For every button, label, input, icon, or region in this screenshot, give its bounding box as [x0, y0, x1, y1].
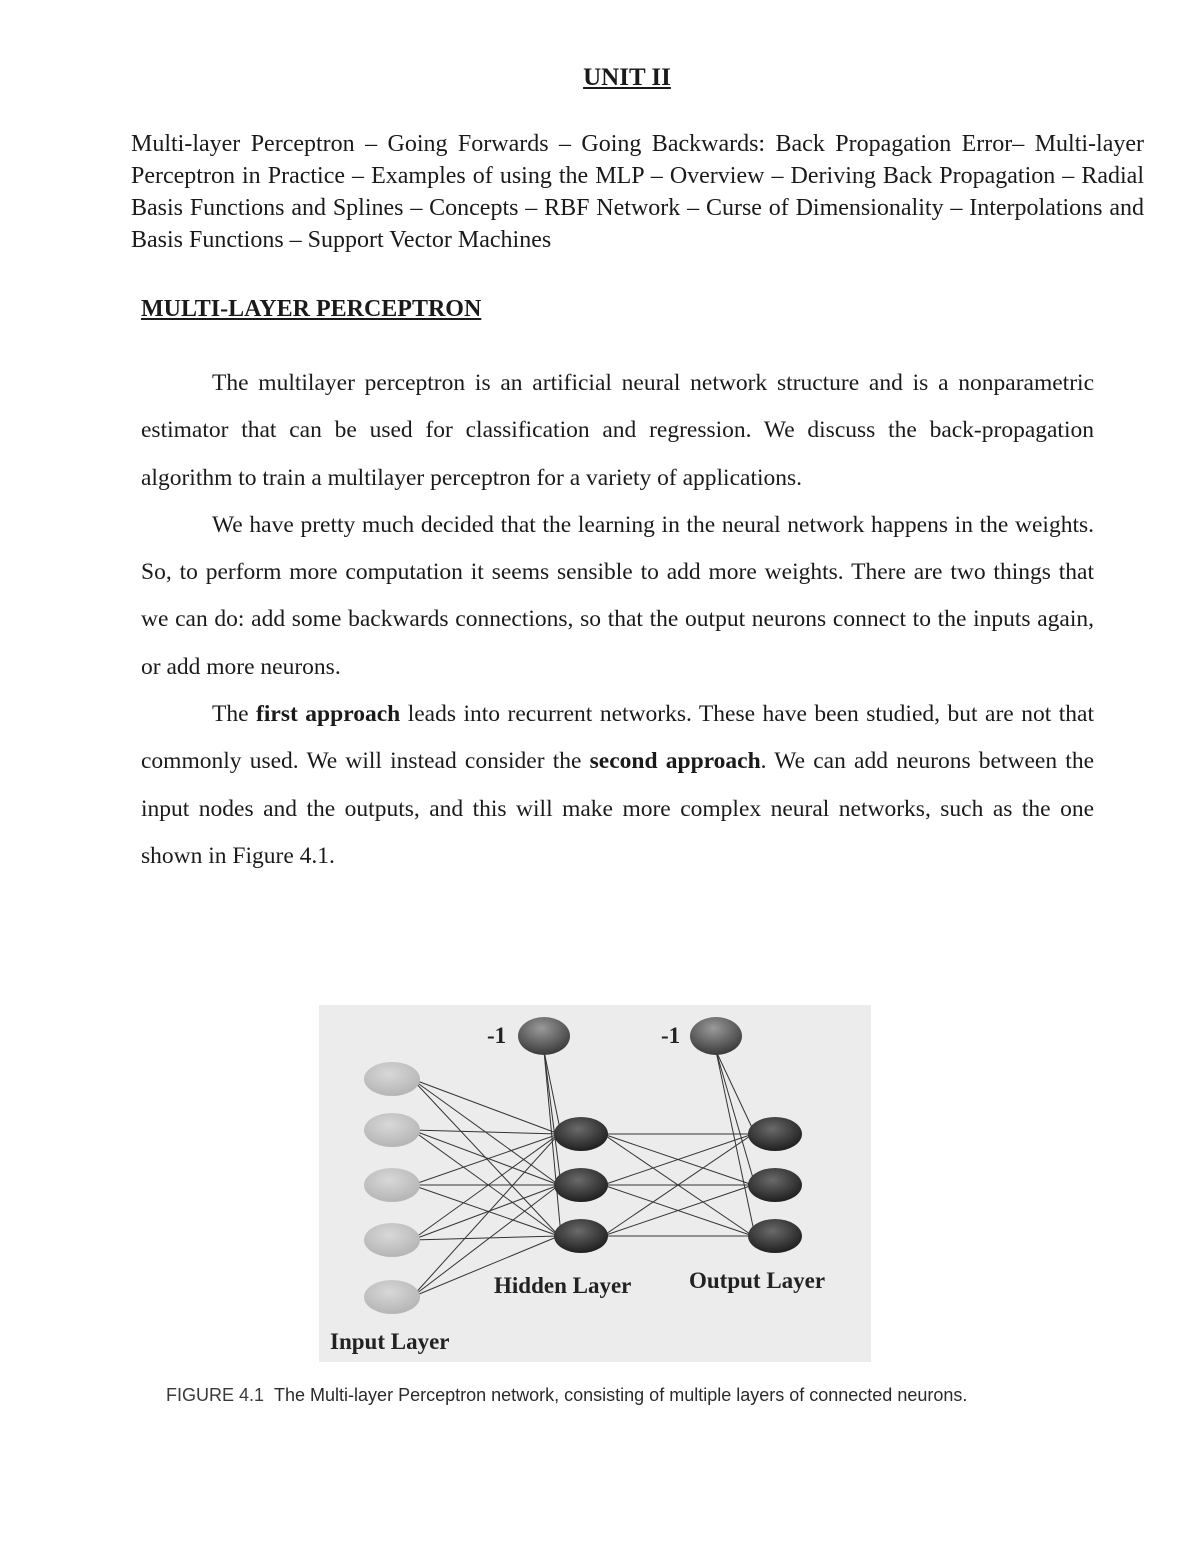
paragraph-1: The multilayer perceptron is an artificial neural network structure and is a nonparametric estimator that can be used for classification and regression. We discuss the back-propagation algorithm to train a multilayer perceptron for a variety of applications. [141, 370, 1094, 491]
output-neuron [748, 1117, 802, 1151]
bias-label-hidden: -1 [487, 1023, 507, 1048]
mlp-diagram [319, 1005, 871, 1362]
input-hidden-edge [412, 1079, 559, 1134]
p3-text-3: . We can add neurons between the input nodes and the outputs, and this will make more complex neural networks, such as the one shown in Figure 4.1. [141, 748, 1095, 869]
p3-bold-second-approach: second approach [589, 748, 761, 775]
input-hidden-edge [412, 1130, 559, 1185]
unit-title: UNIT II [583, 64, 671, 91]
input-neuron [364, 1062, 420, 1096]
input-hidden-edge [412, 1185, 559, 1236]
p3-text-1: The [212, 701, 257, 728]
input-neuron [364, 1223, 420, 1257]
input-neuron [364, 1168, 420, 1202]
figure-caption [166, 1383, 1036, 1407]
output-neuron [748, 1168, 802, 1202]
bias-label-output: -1 [661, 1023, 681, 1048]
hidden-neuron [554, 1219, 608, 1253]
mlp-figure [319, 1005, 871, 1362]
input-hidden-edge [412, 1130, 559, 1236]
hidden-neuron [554, 1168, 608, 1202]
input-hidden-edge [412, 1134, 559, 1185]
output-neuron [748, 1219, 802, 1253]
hidden-neuron [554, 1117, 608, 1151]
input-hidden-edge [412, 1130, 559, 1134]
paragraph-2: We have pretty much decided that the learning in the neural network happens in the weights. So, to perform more computation it seems sensible to add more weights. There are two things that we can do: add some backwards connections, so that the output neurons connect to the inputs again, or add more neurons. [141, 511, 1094, 680]
body-text [141, 360, 1094, 880]
syllabus-topics: Multi-layer Perceptron – Going Forwards – Going Backwards: Back Propagation Error– Multi-layer Perceptron in Practice – Examples of using the MLP – Overview – Deriving Back Propagation – Radial Basis Functions and Splines – Concepts – RBF Network – Curse of Dimensionality – Interpolations and Basis Functions – Support Vector Machines [131, 131, 1144, 253]
paragraph-3 [141, 691, 1094, 880]
input-hidden-edge [412, 1236, 559, 1240]
hidden-layer-label: Hidden Layer [494, 1273, 632, 1298]
input-layer-label: Input Layer [330, 1329, 450, 1354]
input-neuron [364, 1113, 420, 1147]
bias-neuron-output [690, 1017, 742, 1055]
section-heading: MULTI-LAYER PERCEPTRON [141, 296, 482, 322]
p3-bold-first-approach: first approach [256, 701, 401, 728]
bias-output-edge [716, 1051, 755, 1185]
p3-text-2: leads into recurrent networks. These have been studied, but are not that commonly used. We will instead consider the [141, 701, 1094, 775]
figure-caption-text: The Multi-layer Perceptron network, consisting of multiple layers of connected neurons. [274, 1385, 968, 1405]
bias-output-edge [716, 1051, 755, 1134]
input-hidden-edge [412, 1134, 559, 1240]
bias-hidden-edge [544, 1051, 561, 1185]
bias-output-edge [716, 1051, 755, 1236]
figure-caption-label: FIGURE 4.1 [166, 1385, 265, 1405]
input-neuron [364, 1280, 420, 1314]
bias-neuron-hidden [518, 1017, 570, 1055]
output-layer-label: Output Layer [689, 1268, 826, 1293]
